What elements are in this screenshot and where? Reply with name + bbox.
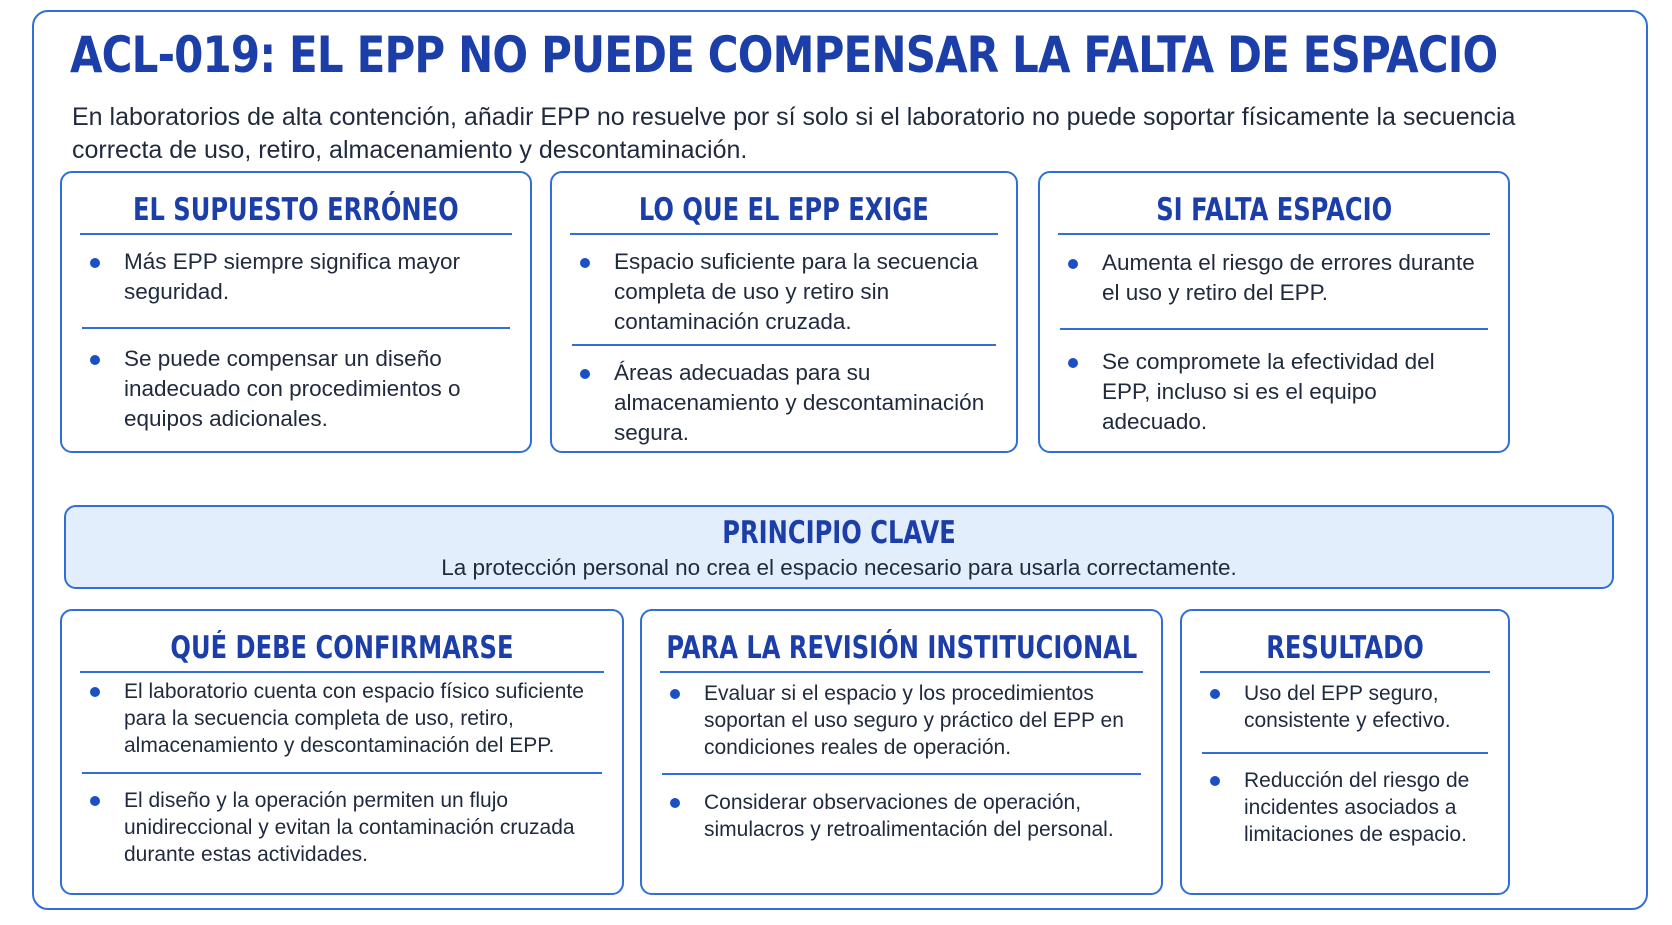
list-item-text: Se puede compensar un diseño inadecuado con procedimientos o equipos adicionales. <box>124 346 461 431</box>
card-title: RESULTADO <box>1266 630 1424 666</box>
page-subtitle: En laboratorios de alta contención, añadir EPP no resuelve por sí solo si el laboratorio no puede soportar físicamente la secuencia correcta de uso, retiro, almacenamiento y descontaminación. <box>72 103 1516 164</box>
divider <box>662 773 1141 775</box>
bullet-icon <box>1068 358 1078 368</box>
card-title: PARA LA REVISIÓN INSTITUCIONAL <box>666 630 1137 666</box>
bullet-icon <box>1068 259 1078 269</box>
list-item <box>82 344 510 434</box>
card-resultado <box>1180 609 1510 895</box>
bullet-icon <box>90 687 100 697</box>
list-item <box>572 247 996 337</box>
card-header <box>1200 625 1490 673</box>
card-header <box>570 187 998 235</box>
principle-text: La protección personal no crea el espacio necesario para usarla correctamente. <box>441 555 1237 580</box>
list-item <box>82 678 602 759</box>
bullet-icon <box>670 798 680 808</box>
list-item-text: Considerar observaciones de operación, simulacros y retroalimentación del personal. <box>704 791 1114 841</box>
card-header <box>660 625 1143 673</box>
card-title: LO QUE EL EPP EXIGE <box>639 192 929 228</box>
list-item-text: Más EPP siempre significa mayor seguridad. <box>124 249 460 304</box>
divider <box>82 772 602 774</box>
card-lo-que-el-epp-exige <box>550 171 1018 453</box>
list-item <box>82 787 602 868</box>
list-item-text: Aumenta el riesgo de errores durante el uso y retiro del EPP. <box>1102 250 1475 305</box>
list-item-text: Reducción del riesgo de incidentes asociados a limitaciones de espacio. <box>1244 769 1470 846</box>
card-title: SI FALTA ESPACIO <box>1156 192 1392 228</box>
list-item <box>1060 248 1488 308</box>
list-item-text: Áreas adecuadas para su almacenamiento y descontaminación segura. <box>614 360 985 445</box>
bullet-icon <box>1210 776 1220 786</box>
list-item <box>662 680 1141 761</box>
card-title: EL SUPUESTO ERRÓNEO <box>133 192 459 228</box>
divider <box>82 327 510 329</box>
list-item-text: Evaluar si el espacio y los procedimientos soportan el uso seguro y práctico del EPP en condiciones reales de operación. <box>704 682 1124 759</box>
card-supuesto-erroneo <box>60 171 532 453</box>
card-header <box>1058 187 1490 235</box>
page-title: ACL-019: EL EPP NO PUEDE COMPENSAR LA FALTA DE ESPACIO <box>70 26 1498 84</box>
divider <box>1060 328 1488 330</box>
bullet-icon <box>1210 689 1220 699</box>
list-item-text: Uso del EPP seguro, consistente y efectivo. <box>1244 682 1451 732</box>
card-title: QUÉ DEBE CONFIRMARSE <box>170 630 514 666</box>
card-header <box>80 625 604 673</box>
bullet-icon <box>670 689 680 699</box>
bullet-icon <box>580 369 590 379</box>
card-header <box>80 187 512 235</box>
list-item-text: Se compromete la efectividad del EPP, incluso si es el equipo adecuado. <box>1102 349 1435 434</box>
list-item <box>662 789 1141 843</box>
bullet-icon <box>90 355 100 365</box>
list-item-text: El laboratorio cuenta con espacio físico suficiente para la secuencia completa de uso, retiro, almacenamiento y descontaminación del EPP. <box>124 680 584 757</box>
list-item-text: El diseño y la operación permiten un flujo unidireccional y evitan la contaminación cruzada durante estas actividades. <box>124 789 575 866</box>
principle-banner <box>64 505 1614 589</box>
card-que-debe-confirmarse <box>60 609 624 895</box>
divider <box>572 344 996 346</box>
list-item <box>1202 680 1488 734</box>
divider <box>1202 752 1488 754</box>
list-item <box>572 358 996 448</box>
list-item-text: Espacio suficiente para la secuencia completa de uso y retiro sin contaminación cruzada. <box>614 249 978 334</box>
bullet-icon <box>580 258 590 268</box>
bullet-icon <box>90 796 100 806</box>
bullet-icon <box>90 258 100 268</box>
list-item <box>82 247 510 307</box>
card-si-falta-espacio <box>1038 171 1510 453</box>
card-revision-institucional <box>640 609 1163 895</box>
list-item <box>1202 767 1488 848</box>
principle-title: PRINCIPIO CLAVE <box>722 515 956 551</box>
list-item <box>1060 347 1488 437</box>
